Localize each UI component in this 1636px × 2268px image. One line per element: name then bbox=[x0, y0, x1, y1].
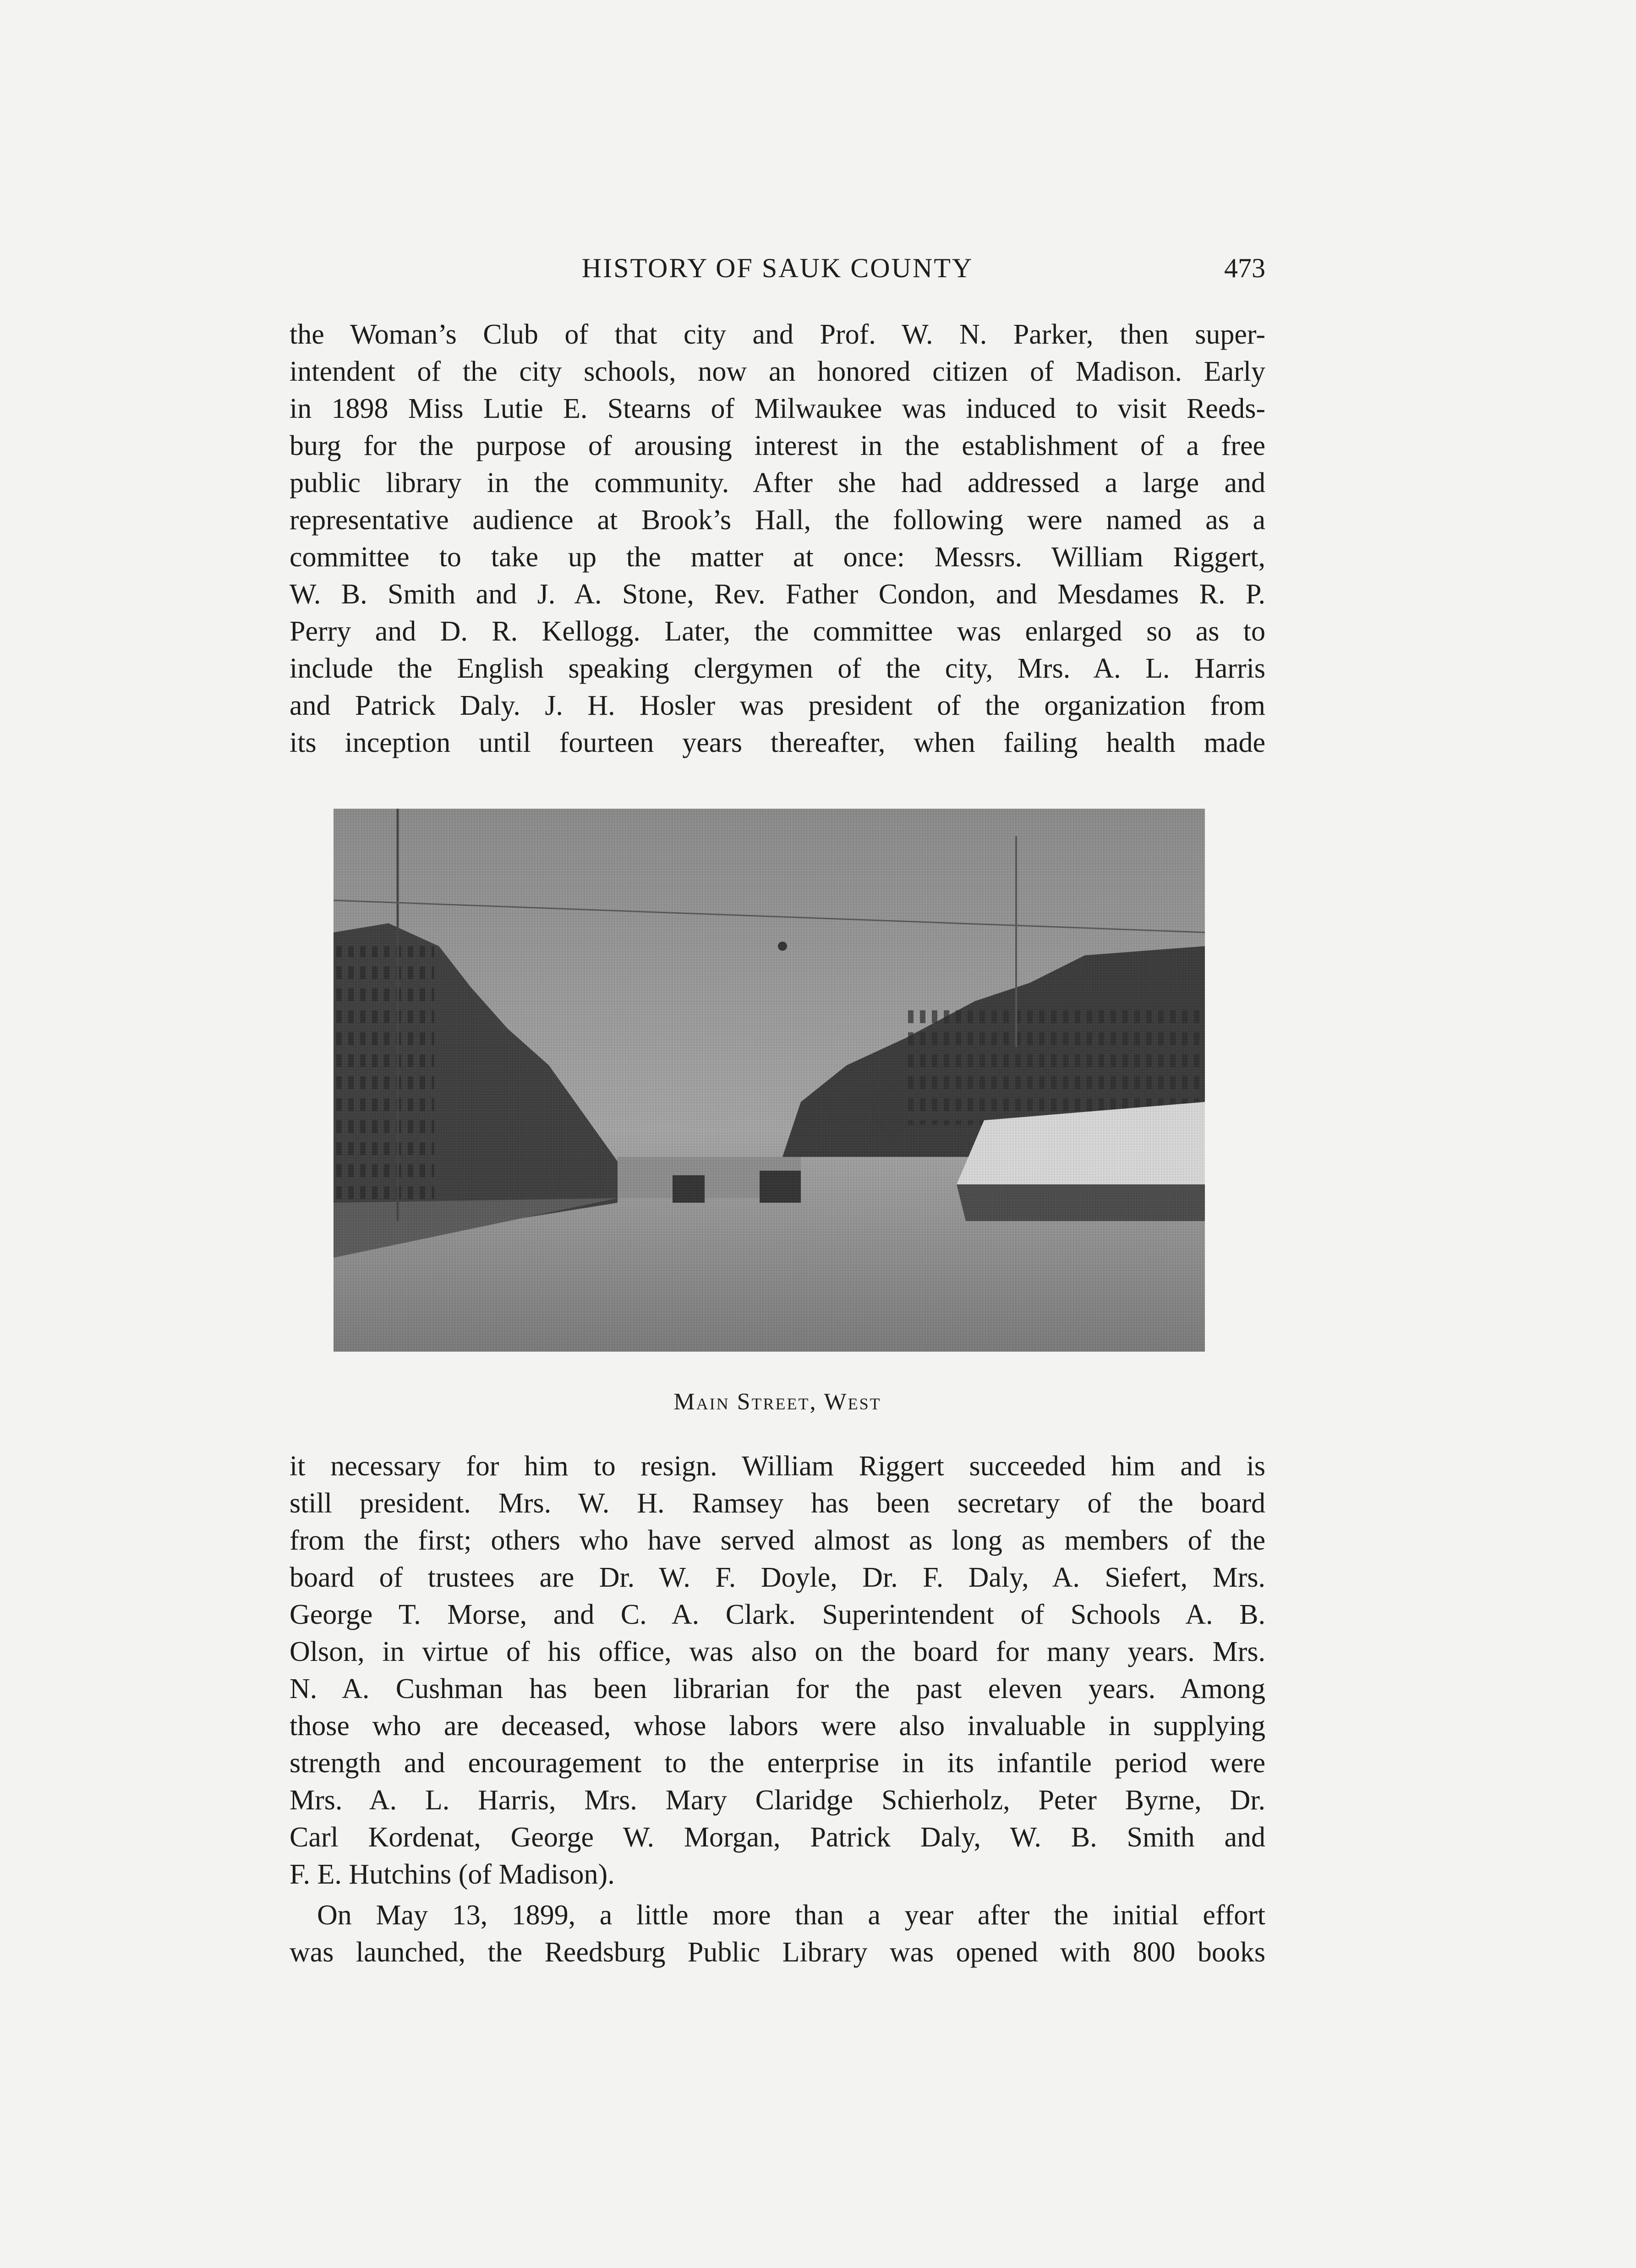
paragraph-library-board bbox=[290, 1448, 1265, 1893]
text-line: strength and encouragement to the enterprise in its infantile period were bbox=[290, 1748, 1265, 1779]
text-line: in 1898 Miss Lutie E. Stearns of Milwaukee was induced to visit Reeds- bbox=[290, 393, 1265, 424]
text-line: intendent of the city schools, now an honored citizen of Madison. Early bbox=[290, 356, 1265, 387]
text-line: F. E. Hutchins (of Madison). bbox=[290, 1859, 615, 1890]
paragraph-library-opening bbox=[290, 1897, 1265, 1971]
running-head bbox=[290, 247, 1265, 289]
street-scene-image bbox=[334, 809, 1205, 1352]
text-line: N. A. Cushman has been librarian for the past eleven years. Among bbox=[290, 1673, 1265, 1704]
text-line: those who are deceased, whose labors were also invaluable in supplying bbox=[290, 1710, 1265, 1742]
text-line: Carl Kordenat, George W. Morgan, Patrick Daly, W. B. Smith and bbox=[290, 1822, 1265, 1853]
text-line: board of trustees are Dr. W. F. Doyle, Dr. F. Daly, A. Siefert, Mrs. bbox=[290, 1562, 1265, 1593]
page-number: 473 bbox=[1224, 253, 1265, 283]
main-street-photograph bbox=[334, 809, 1205, 1352]
figure-caption: Main Street, West bbox=[673, 1389, 881, 1415]
text-line: W. B. Smith and J. A. Stone, Rev. Father Condon, and Mesdames R. P. bbox=[290, 579, 1265, 610]
running-title: HISTORY OF SAUK COUNTY bbox=[581, 253, 974, 283]
text-line: committee to take up the matter at once: Messrs. William Riggert, bbox=[290, 542, 1265, 573]
text-line: was launched, the Reedsburg Public Library was opened with 800 books bbox=[290, 1937, 1265, 1968]
text-line: On May 13, 1899, a little more than a year after the initial effort bbox=[317, 1900, 1265, 1931]
text-line: it necessary for him to resign. William Riggert succeeded him and is bbox=[290, 1451, 1265, 1482]
text-line: Mrs. A. L. Harris, Mrs. Mary Claridge Schierholz, Peter Byrne, Dr. bbox=[290, 1785, 1265, 1816]
text-line: public library in the community. After she had addressed a large and bbox=[290, 467, 1265, 499]
text-line: George T. Morse, and C. A. Clark. Superintendent of Schools A. B. bbox=[290, 1599, 1265, 1630]
text-line: Perry and D. R. Kellogg. Later, the committee was enlarged so as to bbox=[290, 616, 1265, 647]
text-line: still president. Mrs. W. H. Ramsey has been secretary of the board bbox=[290, 1488, 1265, 1519]
text-line: representative audience at Brook’s Hall, the following were named as a bbox=[290, 504, 1265, 536]
text-line: burg for the purpose of arousing interest in the establishment of a free bbox=[290, 430, 1265, 461]
text-line: from the first; others who have served almost as long as members of the bbox=[290, 1525, 1265, 1556]
text-line: the Woman’s Club of that city and Prof. W. N. Parker, then super- bbox=[290, 319, 1265, 350]
paragraph-library-committee bbox=[290, 316, 1265, 761]
text-line: its inception until fourteen years thereafter, when failing health made bbox=[290, 727, 1265, 758]
text-line: include the English speaking clergymen of the city, Mrs. A. L. Harris bbox=[290, 653, 1265, 684]
text-line: Olson, in virtue of his office, was also on the board for many years. Mrs. bbox=[290, 1636, 1265, 1667]
text-line: and Patrick Daly. J. H. Hosler was president of the organization from bbox=[290, 690, 1265, 721]
